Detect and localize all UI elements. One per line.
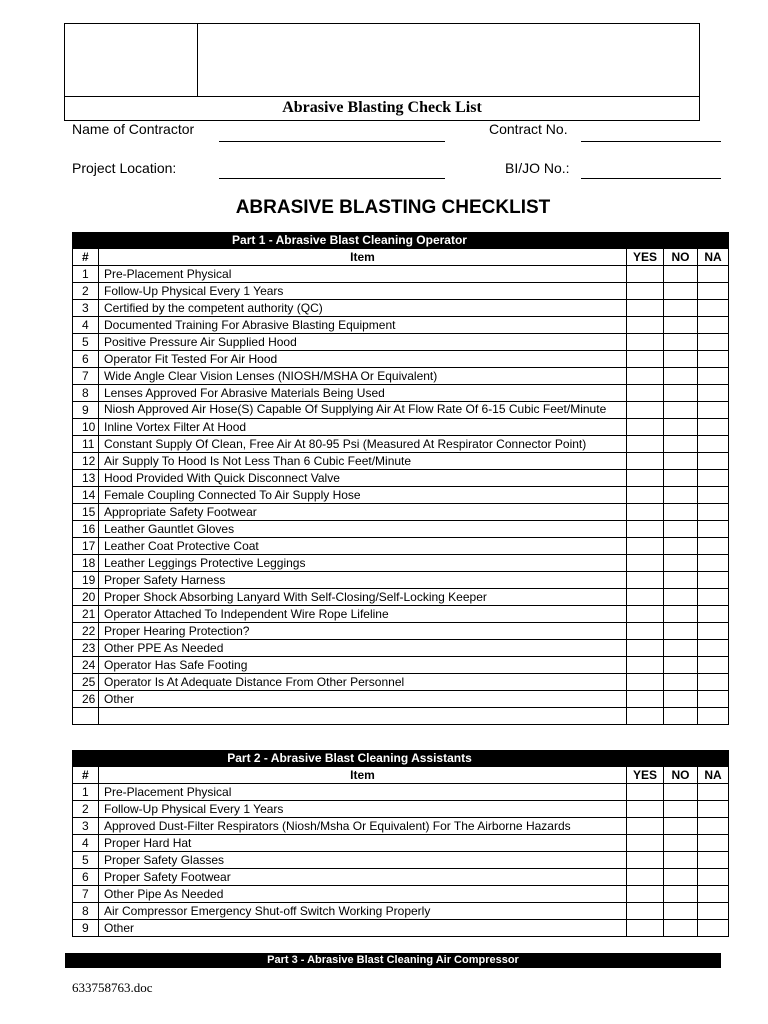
checkbox-no[interactable] bbox=[664, 453, 698, 470]
checklist-row bbox=[73, 674, 729, 691]
checkbox-yes[interactable] bbox=[627, 266, 664, 283]
checklist-row bbox=[73, 869, 729, 886]
checkbox-yes[interactable] bbox=[627, 504, 664, 521]
row-item-text: Air Compressor Emergency Shut-off Switch Working Properly bbox=[99, 903, 627, 920]
checkbox-na[interactable] bbox=[698, 674, 729, 691]
row-item-text: Appropriate Safety Footwear bbox=[99, 504, 627, 521]
checkbox-na[interactable] bbox=[698, 436, 729, 453]
part1-header-row bbox=[73, 233, 729, 249]
project-location-label: Project Location: bbox=[72, 160, 177, 176]
row-item-text: Operator Is At Adequate Distance From Other Personnel bbox=[99, 674, 627, 691]
row-number: 5 bbox=[73, 852, 99, 869]
checkbox-no[interactable] bbox=[664, 852, 698, 869]
checkbox-yes[interactable] bbox=[627, 368, 664, 385]
row-number: 16 bbox=[73, 521, 99, 538]
checklist-row bbox=[73, 334, 729, 351]
row-item-text: Documented Training For Abrasive Blasting Equipment bbox=[99, 317, 627, 334]
checklist-row bbox=[73, 436, 729, 453]
checkbox-na[interactable] bbox=[698, 852, 729, 869]
checkbox-yes[interactable] bbox=[627, 869, 664, 886]
row-item-text: Hood Provided With Quick Disconnect Valve bbox=[99, 470, 627, 487]
row-number: 7 bbox=[73, 368, 99, 385]
checkbox-no[interactable] bbox=[664, 572, 698, 589]
checkbox-yes[interactable] bbox=[627, 436, 664, 453]
checkbox-na[interactable] bbox=[698, 606, 729, 623]
row-item-text: Leather Gauntlet Gloves bbox=[99, 521, 627, 538]
checklist-row bbox=[73, 623, 729, 640]
contractor-label: Name of Contractor bbox=[72, 121, 195, 137]
row-item-text: Proper Safety Harness bbox=[99, 572, 627, 589]
checklist-row bbox=[73, 835, 729, 852]
header-title: Abrasive Blasting Check List bbox=[282, 99, 482, 116]
checkbox-yes[interactable] bbox=[627, 920, 664, 937]
column-header-item: Item bbox=[99, 767, 627, 784]
checkbox-no[interactable] bbox=[664, 835, 698, 852]
row-number: 26 bbox=[73, 691, 99, 708]
checkbox-yes[interactable] bbox=[627, 623, 664, 640]
checkbox-yes[interactable] bbox=[627, 801, 664, 818]
checkbox-na[interactable] bbox=[698, 504, 729, 521]
checklist-row bbox=[73, 419, 729, 436]
checkbox-na[interactable] bbox=[698, 470, 729, 487]
checklist-row bbox=[73, 691, 729, 708]
checkbox-no[interactable] bbox=[664, 402, 698, 419]
blank-cell bbox=[664, 708, 698, 725]
row-item-text: Lenses Approved For Abrasive Materials Being Used bbox=[99, 385, 627, 402]
row-number: 4 bbox=[73, 317, 99, 334]
row-number: 19 bbox=[73, 572, 99, 589]
checkbox-no[interactable] bbox=[664, 538, 698, 555]
header-divider bbox=[65, 96, 699, 97]
part2-title: Part 2 - Abrasive Blast Cleaning Assistants bbox=[73, 751, 627, 767]
checkbox-na[interactable] bbox=[698, 818, 729, 835]
row-item-text: Constant Supply Of Clean, Free Air At 80-95 Psi (Measured At Respirator Connector Point) bbox=[99, 436, 627, 453]
checkbox-yes[interactable] bbox=[627, 691, 664, 708]
checkbox-na[interactable] bbox=[698, 266, 729, 283]
row-item-text: Approved Dust-Filter Respirators (Niosh/Msha Or Equivalent) For The Airborne Hazards bbox=[99, 818, 627, 835]
row-number: 17 bbox=[73, 538, 99, 555]
checkbox-no[interactable] bbox=[664, 920, 698, 937]
checklist-row bbox=[73, 504, 729, 521]
checklist-row bbox=[73, 351, 729, 368]
column-header-number: # bbox=[73, 767, 99, 784]
checkbox-yes[interactable] bbox=[627, 818, 664, 835]
row-item-text: Other bbox=[99, 691, 627, 708]
checkbox-no[interactable] bbox=[664, 470, 698, 487]
checkbox-na[interactable] bbox=[698, 538, 729, 555]
row-number: 10 bbox=[73, 419, 99, 436]
checkbox-no[interactable] bbox=[664, 266, 698, 283]
column-header-number: # bbox=[73, 249, 99, 266]
checklist-row bbox=[73, 606, 729, 623]
row-number: 25 bbox=[73, 674, 99, 691]
checkbox-yes[interactable] bbox=[627, 385, 664, 402]
checkbox-yes[interactable] bbox=[627, 351, 664, 368]
row-item-text: Follow-Up Physical Every 1 Years bbox=[99, 283, 627, 300]
checkbox-na[interactable] bbox=[698, 657, 729, 674]
row-number: 3 bbox=[73, 818, 99, 835]
checkbox-na[interactable] bbox=[698, 521, 729, 538]
checkbox-no[interactable] bbox=[664, 419, 698, 436]
checklist-row bbox=[73, 818, 729, 835]
checkbox-no[interactable] bbox=[664, 903, 698, 920]
row-item-text: Leather Leggings Protective Leggings bbox=[99, 555, 627, 572]
checkbox-na[interactable] bbox=[698, 300, 729, 317]
row-number: 20 bbox=[73, 589, 99, 606]
checklist-row bbox=[73, 266, 729, 283]
checkbox-yes[interactable] bbox=[627, 538, 664, 555]
checkbox-na[interactable] bbox=[698, 351, 729, 368]
row-number: 6 bbox=[73, 351, 99, 368]
column-header-no: NO bbox=[664, 767, 698, 784]
checkbox-na[interactable] bbox=[698, 317, 729, 334]
checkbox-yes[interactable] bbox=[627, 657, 664, 674]
checkbox-no[interactable] bbox=[664, 487, 698, 504]
blank-cell bbox=[99, 708, 627, 725]
checklist-row bbox=[73, 487, 729, 504]
checkbox-na[interactable] bbox=[698, 801, 729, 818]
row-item-text: Proper Safety Glasses bbox=[99, 852, 627, 869]
checkbox-no[interactable] bbox=[664, 623, 698, 640]
checkbox-na[interactable] bbox=[698, 368, 729, 385]
blank-cell bbox=[698, 708, 729, 725]
row-item-text: Pre-Placement Physical bbox=[99, 784, 627, 801]
checkbox-no[interactable] bbox=[664, 385, 698, 402]
blank-row bbox=[73, 708, 729, 725]
project-location-field[interactable] bbox=[219, 178, 445, 179]
checkbox-no[interactable] bbox=[664, 657, 698, 674]
checklist-row bbox=[73, 402, 729, 419]
checklist-row bbox=[73, 317, 729, 334]
checkbox-yes[interactable] bbox=[627, 674, 664, 691]
row-item-text: Proper Hard Hat bbox=[99, 835, 627, 852]
checkbox-na[interactable] bbox=[698, 623, 729, 640]
row-item-text: Female Coupling Connected To Air Supply Hose bbox=[99, 487, 627, 504]
checkbox-no[interactable] bbox=[664, 283, 698, 300]
row-number: 8 bbox=[73, 903, 99, 920]
checkbox-na[interactable] bbox=[698, 640, 729, 657]
blank-cell bbox=[627, 708, 664, 725]
checklist-row bbox=[73, 283, 729, 300]
row-item-text: Certified by the competent authority (QC) bbox=[99, 300, 627, 317]
checkbox-no[interactable] bbox=[664, 351, 698, 368]
checklist-row bbox=[73, 385, 729, 402]
checkbox-na[interactable] bbox=[698, 283, 729, 300]
checkbox-no[interactable] bbox=[664, 521, 698, 538]
row-item-text: Operator Attached To Independent Wire Rope Lifeline bbox=[99, 606, 627, 623]
row-number: 6 bbox=[73, 869, 99, 886]
part2-header-blank bbox=[627, 751, 729, 767]
checklist-row bbox=[73, 453, 729, 470]
row-number: 4 bbox=[73, 835, 99, 852]
checkbox-yes[interactable] bbox=[627, 334, 664, 351]
row-item-text: Proper Safety Footwear bbox=[99, 869, 627, 886]
checklist-row bbox=[73, 657, 729, 674]
row-item-text: Positive Pressure Air Supplied Hood bbox=[99, 334, 627, 351]
row-item-text: Operator Has Safe Footing bbox=[99, 657, 627, 674]
checkbox-na[interactable] bbox=[698, 589, 729, 606]
checkbox-yes[interactable] bbox=[627, 470, 664, 487]
row-item-text: Other PPE As Needed bbox=[99, 640, 627, 657]
row-item-text: Follow-Up Physical Every 1 Years bbox=[99, 801, 627, 818]
checkbox-na[interactable] bbox=[698, 784, 729, 801]
row-number: 18 bbox=[73, 555, 99, 572]
part1-column-header-row bbox=[73, 249, 729, 266]
column-header-na: NA bbox=[698, 767, 729, 784]
footer-filename: 633758763.doc bbox=[72, 980, 153, 995]
checkbox-no[interactable] bbox=[664, 674, 698, 691]
row-number: 7 bbox=[73, 886, 99, 903]
checklist-row bbox=[73, 521, 729, 538]
checklist-row bbox=[73, 920, 729, 937]
checklist-row bbox=[73, 801, 729, 818]
part1-header-blank bbox=[627, 233, 729, 249]
row-number: 13 bbox=[73, 470, 99, 487]
checklist-row bbox=[73, 572, 729, 589]
checkbox-yes[interactable] bbox=[627, 886, 664, 903]
row-number: 21 bbox=[73, 606, 99, 623]
row-number: 12 bbox=[73, 453, 99, 470]
row-item-text: Operator Fit Tested For Air Hood bbox=[99, 351, 627, 368]
contract-no-label: Contract No. bbox=[489, 121, 568, 137]
checkbox-no[interactable] bbox=[664, 334, 698, 351]
row-item-text: Inline Vortex Filter At Hood bbox=[99, 419, 627, 436]
bijo-no-label: BI/JO No.: bbox=[505, 160, 570, 176]
row-item-text: Pre-Placement Physical bbox=[99, 266, 627, 283]
checkbox-na[interactable] bbox=[698, 691, 729, 708]
checkbox-yes[interactable] bbox=[627, 784, 664, 801]
document-header-box bbox=[64, 23, 700, 121]
row-item-text: Proper Hearing Protection? bbox=[99, 623, 627, 640]
row-item-text: Proper Shock Absorbing Lanyard With Self-Closing/Self-Locking Keeper bbox=[99, 589, 627, 606]
row-number: 9 bbox=[73, 402, 99, 419]
checkbox-no[interactable] bbox=[664, 818, 698, 835]
checkbox-yes[interactable] bbox=[627, 572, 664, 589]
row-number: 1 bbox=[73, 784, 99, 801]
checklist-row bbox=[73, 555, 729, 572]
checkbox-na[interactable] bbox=[698, 572, 729, 589]
checklist-row bbox=[73, 300, 729, 317]
checkbox-no[interactable] bbox=[664, 436, 698, 453]
checkbox-yes[interactable] bbox=[627, 589, 664, 606]
row-number: 5 bbox=[73, 334, 99, 351]
row-number: 23 bbox=[73, 640, 99, 657]
logo-placeholder bbox=[65, 24, 198, 96]
checkbox-yes[interactable] bbox=[627, 606, 664, 623]
checkbox-yes[interactable] bbox=[627, 300, 664, 317]
checkbox-no[interactable] bbox=[664, 784, 698, 801]
part2-header-row bbox=[73, 751, 729, 767]
checkbox-na[interactable] bbox=[698, 903, 729, 920]
row-number: 11 bbox=[73, 436, 99, 453]
checklist-row bbox=[73, 538, 729, 555]
column-header-yes: YES bbox=[627, 767, 664, 784]
row-number: 14 bbox=[73, 487, 99, 504]
checkbox-na[interactable] bbox=[698, 835, 729, 852]
column-header-na: NA bbox=[698, 249, 729, 266]
row-item-text: Other bbox=[99, 920, 627, 937]
part3-title: Part 3 - Abrasive Blast Cleaning Air Compressor bbox=[65, 953, 721, 968]
part1-checklist-table bbox=[72, 232, 729, 725]
checkbox-yes[interactable] bbox=[627, 521, 664, 538]
checkbox-yes[interactable] bbox=[627, 640, 664, 657]
row-item-text: Niosh Approved Air Hose(S) Capable Of Supplying Air At Flow Rate Of 6-15 Cubic Feet/Minute bbox=[99, 402, 627, 419]
checklist-row bbox=[73, 589, 729, 606]
row-number: 15 bbox=[73, 504, 99, 521]
checkbox-yes[interactable] bbox=[627, 487, 664, 504]
checklist-title: ABRASIVE BLASTING CHECKLIST bbox=[235, 197, 551, 218]
row-number: 1 bbox=[73, 266, 99, 283]
checkbox-na[interactable] bbox=[698, 453, 729, 470]
checkbox-no[interactable] bbox=[664, 801, 698, 818]
column-header-no: NO bbox=[664, 249, 698, 266]
row-number: 2 bbox=[73, 283, 99, 300]
row-item-text: Air Supply To Hood Is Not Less Than 6 Cubic Feet/Minute bbox=[99, 453, 627, 470]
checkbox-yes[interactable] bbox=[627, 283, 664, 300]
checklist-row bbox=[73, 368, 729, 385]
checkbox-no[interactable] bbox=[664, 555, 698, 572]
checklist-row bbox=[73, 903, 729, 920]
checkbox-no[interactable] bbox=[664, 640, 698, 657]
checkbox-yes[interactable] bbox=[627, 555, 664, 572]
row-number: 22 bbox=[73, 623, 99, 640]
checkbox-na[interactable] bbox=[698, 555, 729, 572]
row-item-text: Leather Coat Protective Coat bbox=[99, 538, 627, 555]
checkbox-no[interactable] bbox=[664, 691, 698, 708]
part2-column-header-row bbox=[73, 767, 729, 784]
checklist-row bbox=[73, 886, 729, 903]
checkbox-yes[interactable] bbox=[627, 852, 664, 869]
checkbox-na[interactable] bbox=[698, 869, 729, 886]
checkbox-no[interactable] bbox=[664, 317, 698, 334]
checklist-row bbox=[73, 852, 729, 869]
checkbox-yes[interactable] bbox=[627, 402, 664, 419]
checkbox-na[interactable] bbox=[698, 385, 729, 402]
checkbox-na[interactable] bbox=[698, 334, 729, 351]
column-header-yes: YES bbox=[627, 249, 664, 266]
checkbox-no[interactable] bbox=[664, 869, 698, 886]
checklist-row bbox=[73, 784, 729, 801]
row-number: 8 bbox=[73, 385, 99, 402]
part1-title: Part 1 - Abrasive Blast Cleaning Operator bbox=[73, 233, 627, 249]
blank-cell bbox=[73, 708, 99, 725]
checkbox-no[interactable] bbox=[664, 589, 698, 606]
checkbox-no[interactable] bbox=[664, 504, 698, 521]
column-header-item: Item bbox=[99, 249, 627, 266]
part2-checklist-table bbox=[72, 750, 729, 937]
row-number: 9 bbox=[73, 920, 99, 937]
checkbox-no[interactable] bbox=[664, 368, 698, 385]
checkbox-yes[interactable] bbox=[627, 903, 664, 920]
checklist-row bbox=[73, 470, 729, 487]
checkbox-na[interactable] bbox=[698, 402, 729, 419]
row-item-text: Other Pipe As Needed bbox=[99, 886, 627, 903]
checkbox-na[interactable] bbox=[698, 886, 729, 903]
checklist-row bbox=[73, 640, 729, 657]
checkbox-yes[interactable] bbox=[627, 453, 664, 470]
checkbox-yes[interactable] bbox=[627, 317, 664, 334]
bijo-no-field[interactable] bbox=[581, 178, 721, 179]
checkbox-na[interactable] bbox=[698, 487, 729, 504]
checkbox-na[interactable] bbox=[698, 920, 729, 937]
checkbox-no[interactable] bbox=[664, 300, 698, 317]
row-number: 2 bbox=[73, 801, 99, 818]
checkbox-na[interactable] bbox=[698, 419, 729, 436]
row-number: 24 bbox=[73, 657, 99, 674]
checkbox-no[interactable] bbox=[664, 606, 698, 623]
row-number: 3 bbox=[73, 300, 99, 317]
contract-no-field[interactable] bbox=[581, 141, 721, 142]
row-item-text: Wide Angle Clear Vision Lenses (NIOSH/MSHA Or Equivalent) bbox=[99, 368, 627, 385]
contractor-field[interactable] bbox=[219, 141, 445, 142]
checkbox-yes[interactable] bbox=[627, 419, 664, 436]
checkbox-yes[interactable] bbox=[627, 835, 664, 852]
checkbox-no[interactable] bbox=[664, 886, 698, 903]
